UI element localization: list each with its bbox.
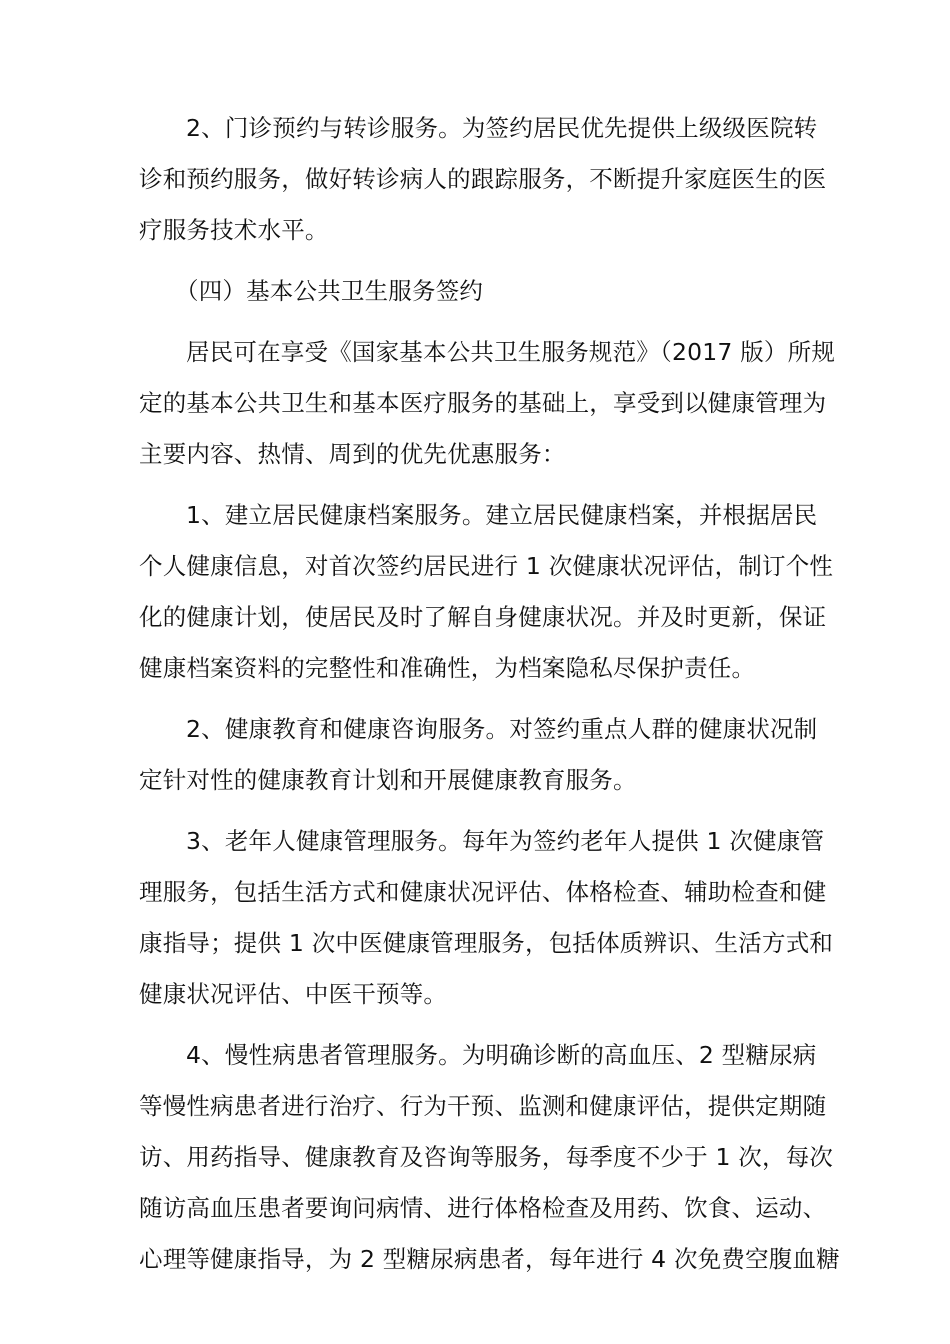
text-line: 健康档案资料的完整性和准确性，为档案隐私尽保护责任。 xyxy=(139,654,756,682)
text-line: 心理等健康指导，为 2 型糖尿病患者，每年进行 4 次免费空腹血糖 xyxy=(139,1245,840,1273)
text-line: 4、慢性病患者管理服务。为明确诊断的高血压、2 型糖尿病 xyxy=(186,1041,817,1069)
paragraph-health-records xyxy=(139,490,834,694)
text-line: 定的基本公共卫生和基本医疗服务的基础上，享受到以健康管理为 xyxy=(139,389,827,417)
paragraph-chronic-disease xyxy=(139,1030,840,1285)
text-line: 2、门诊预约与转诊服务。为签约居民优先提供上级级医院转 xyxy=(186,114,818,142)
text-line: 2、健康教育和健康咨询服务。对签约重点人群的健康状况制 xyxy=(186,715,818,743)
text-line: 3、老年人健康管理服务。每年为签约老年人提供 1 次健康管 xyxy=(186,827,825,855)
text-line: 等慢性病患者进行治疗、行为干预、监测和健康评估，提供定期随 xyxy=(139,1092,827,1120)
document-body xyxy=(139,103,840,1295)
text-line: 主要内容、热情、周到的优先优惠服务： xyxy=(139,440,566,468)
text-line: 定针对性的健康教育计划和开展健康教育服务。 xyxy=(139,766,637,794)
text-line: 1、建立居民健康档案服务。建立居民健康档案，并根据居民 xyxy=(186,501,818,529)
section-heading xyxy=(139,266,825,317)
paragraph-public-health-intro xyxy=(139,327,836,480)
text-line: 化的健康计划，使居民及时了解自身健康状况。并及时更新，保证 xyxy=(139,603,827,631)
paragraph-elderly-care xyxy=(139,816,834,1020)
text-line: 个人健康信息，对首次签约居民进行 1 次健康状况评估，制订个性 xyxy=(139,552,834,580)
text-line: 理服务，包括生活方式和健康状况评估、体格检查、辅助检查和健 xyxy=(139,878,827,906)
text-line: 健康状况评估、中医干预等。 xyxy=(139,980,448,1008)
paragraph-referral-service xyxy=(139,103,825,256)
text-line: 居民可在享受《国家基本公共卫生服务规范》（2017 版）所规 xyxy=(186,338,836,366)
text-line: 随访高血压患者要询问病情、进行体格检查及用药、饮食、运动、 xyxy=(139,1194,827,1222)
text-line: 诊和预约服务，做好转诊病人的跟踪服务，不断提升家庭医生的医 xyxy=(139,165,827,193)
text-line: 康指导；提供 1 次中医健康管理服务，包括体质辨识、生活方式和 xyxy=(139,929,834,957)
text-line: 访、用药指导、健康教育及咨询等服务，每季度不少于 1 次，每次 xyxy=(139,1143,834,1171)
heading-text: （四）基本公共卫生服务签约 xyxy=(175,277,484,305)
paragraph-health-education xyxy=(139,704,825,806)
text-line: 疗服务技术水平。 xyxy=(139,216,329,244)
